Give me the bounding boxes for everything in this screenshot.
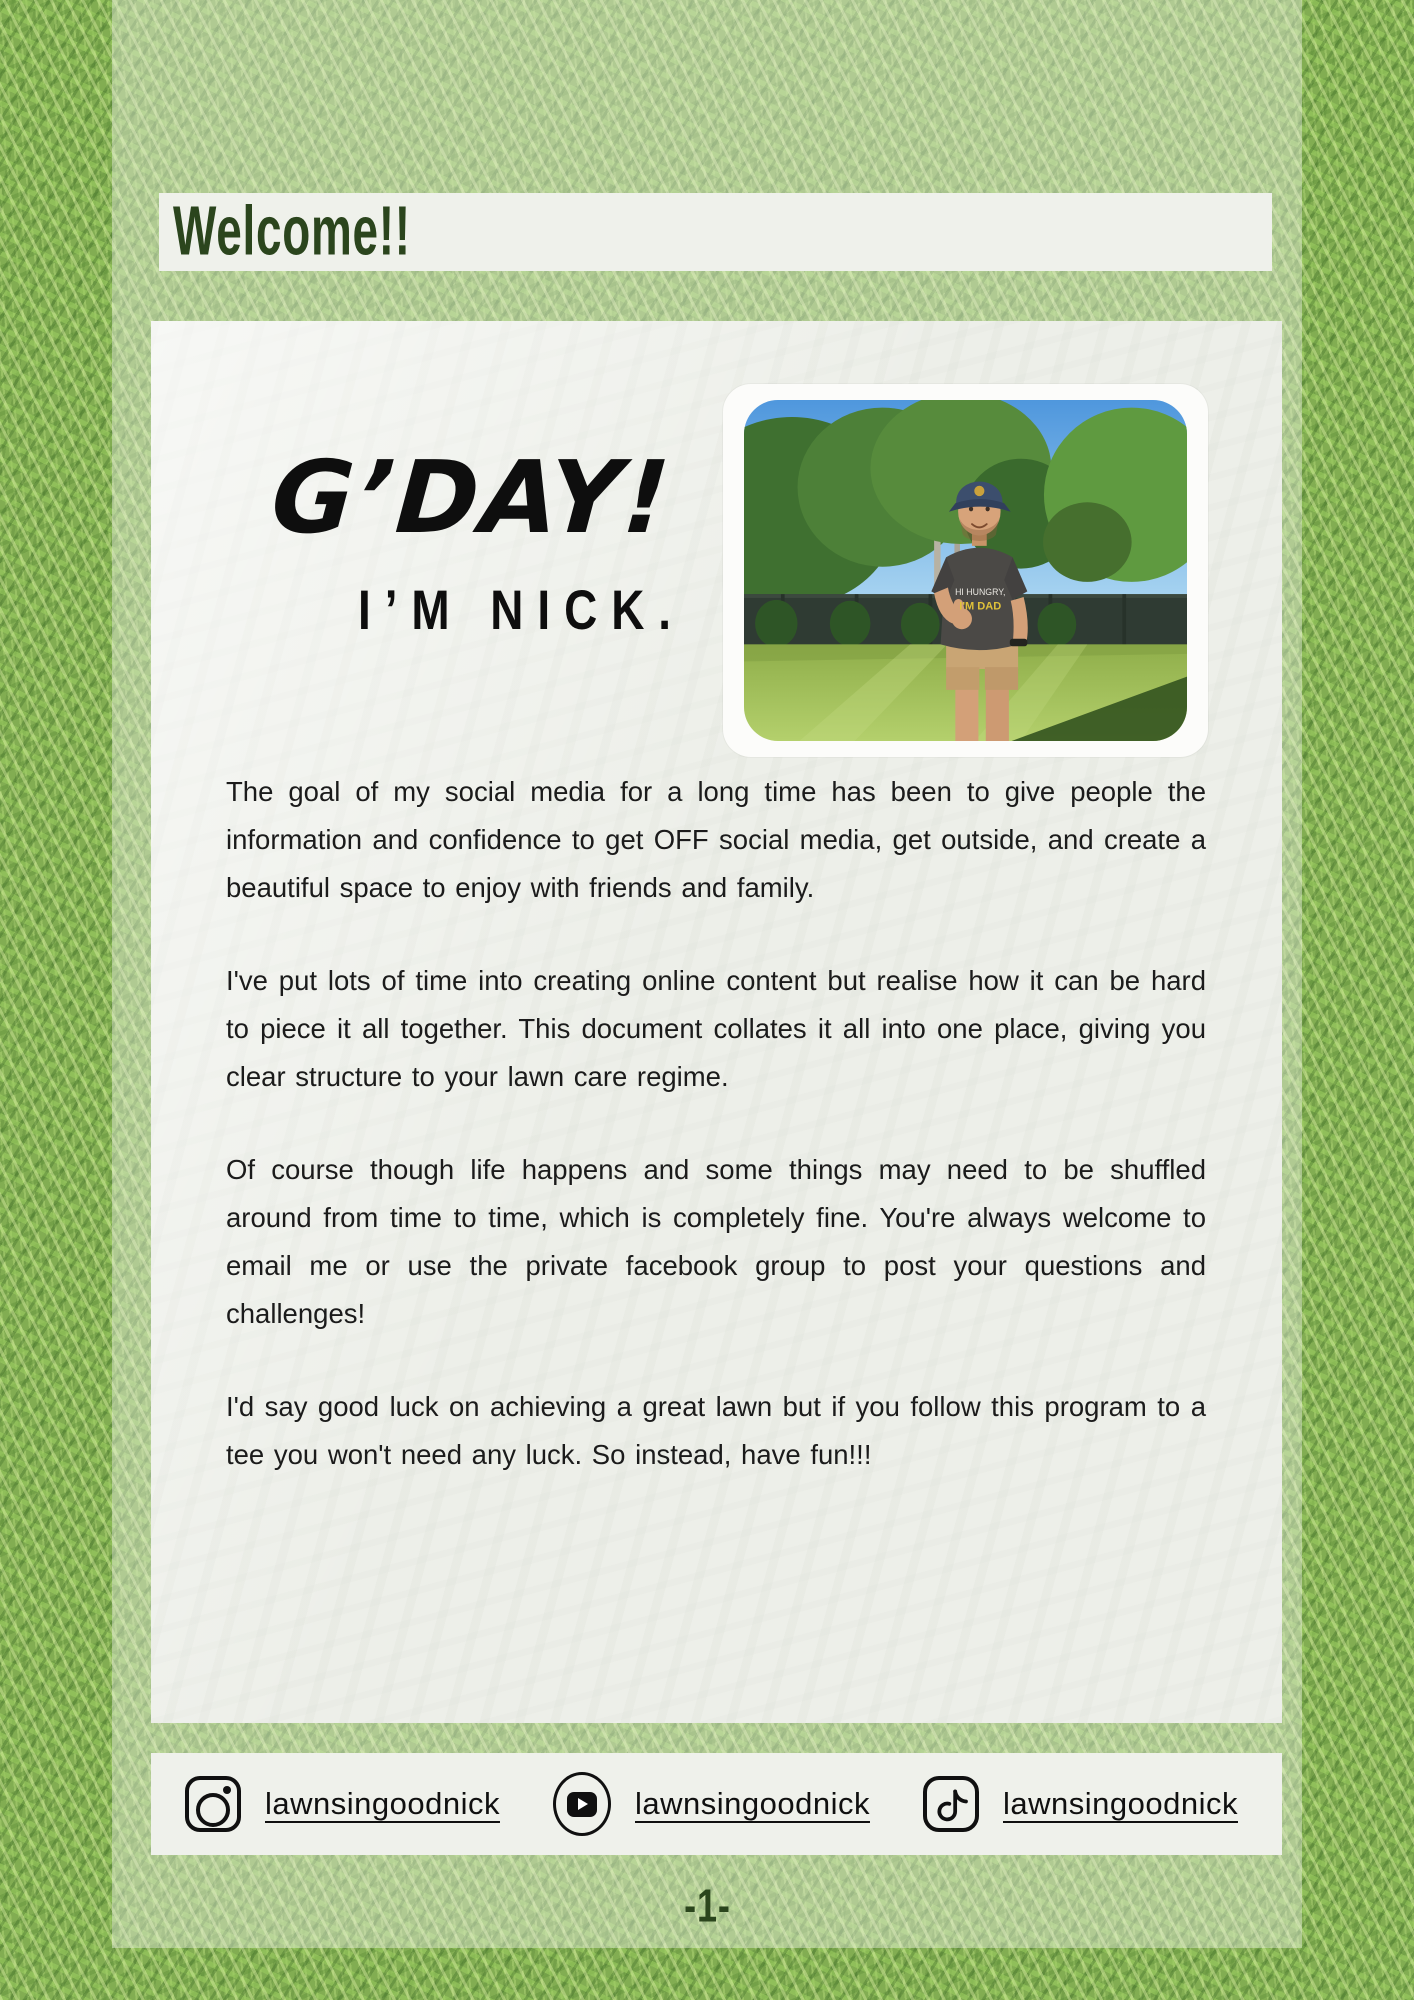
page-number: -1- [683,1880,731,1933]
intro-paragraph-2: I've put lots of time into creating online content but realise how it can be hard to piece it all together. This document collates it all into one place, giving you clear structure to your lawn care regime. [226,965,1206,1092]
intro-paragraph-1: The goal of my social media for a long time has been to give people the information and confidence to get OFF social media, get outside, and create a beautiful space to enjoy with friends and family. [226,776,1206,903]
page-title: Welcome!! [173,192,411,271]
social-links-bar [151,1753,1282,1855]
social-link-tiktok[interactable] [923,1776,1238,1832]
welcome-banner [159,193,1272,271]
intro-heading [358,578,757,641]
intro-paragraph-3: Of course though life happens and some things may need to be shuffled around from time to time, which is completely fine. You're always welcome to email me or use the private facebook group to post your questions and challenges! [226,1154,1206,1329]
social-link-youtube[interactable] [553,1772,870,1836]
tiktok-note-glyph [931,1784,971,1824]
tiktok-handle: lawnsingoodnick [1003,1786,1238,1821]
tiktok-icon [923,1776,979,1832]
social-link-instagram[interactable] [185,1776,500,1832]
greeting-heading: G’DAY! [267,439,676,556]
shirt-text-line2: I'M DAD [959,600,1002,613]
instagram-lens [196,1793,230,1827]
youtube-play-box [567,1792,597,1817]
youtube-play-triangle [578,1798,588,1810]
nick-lawn-photo [744,400,1187,741]
youtube-icon [553,1772,611,1836]
intro-paragraph-4: I'd say good luck on achieving a great lawn but if you follow this program to a tee you won't need any luck. So instead, have fun!!! [226,1391,1206,1470]
youtube-handle: lawnsingoodnick [635,1786,870,1821]
instagram-icon [185,1776,241,1832]
intro-heading-text: I’M NICK. [358,578,685,641]
instagram-handle: lawnsingoodnick [265,1786,500,1821]
intro-copy [226,768,1206,1479]
shirt-text-line1: HI HUNGRY, [955,587,1006,598]
photo-frame [723,384,1208,757]
instagram-dot [223,1786,231,1794]
